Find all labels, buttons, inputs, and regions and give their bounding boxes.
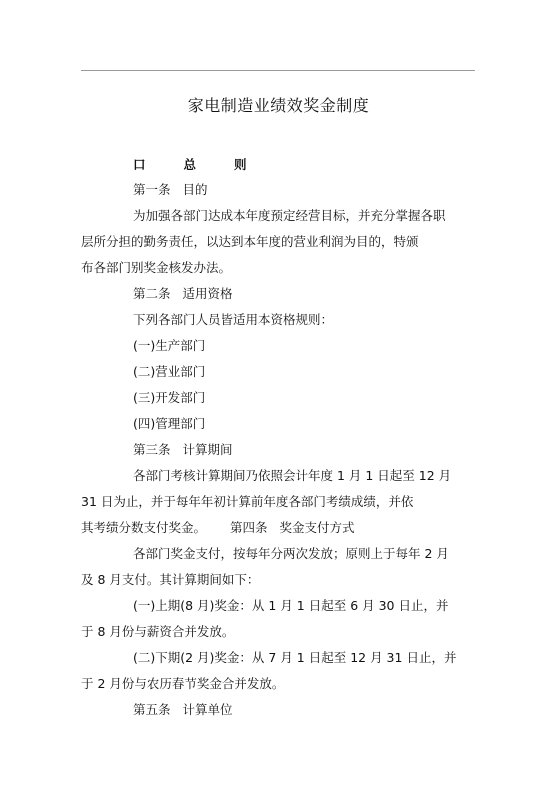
article-5-heading [133, 701, 233, 719]
section-heading-char-1: 总 [183, 157, 197, 172]
section-heading-prefix: 口 [133, 157, 146, 172]
article-4-item-1-line-2: 于 8 月份与薪资合并发放。 [81, 624, 235, 639]
article-5-name: 计算单位 [182, 702, 233, 717]
article-4-item-2-line-2: 于 2 月份与农历春节奖金合并发放。 [81, 676, 285, 691]
article-1-body-line-3: 布各部门别奖金核发办法。 [81, 260, 232, 275]
article-1-heading [133, 181, 208, 199]
article-1-name: 目的 [182, 182, 208, 197]
article-1-number: 第一条 [133, 182, 171, 197]
article-4-item-1-line-1: (一)上期(8 月)奖金：从 1 月 1 日起至 6 月 30 日止，并 [133, 598, 449, 613]
section-heading [133, 156, 247, 174]
article-4-body-line-2: 及 8 月支付。其计算期间如下： [81, 572, 260, 587]
article-2-intro: 下列各部门人员皆适用本资格规则： [133, 312, 334, 327]
article-4-item-2-line-1: (二)下期(2 月)奖金：从 7 月 1 日起至 12 月 31 日止，并 [133, 650, 457, 665]
article-1-body-line-1: 为加强各部门达成本年度预定经营目标，并充分掌握各职 [133, 208, 446, 223]
section-heading-char-2: 则 [234, 157, 247, 172]
article-2-item-2: (二)营业部门 [133, 364, 206, 379]
article-1-body-line-2: 层所分担的勤务责任，以达到本年度的营业利润为目的，特颁 [81, 234, 419, 249]
article-4-body-line-1: 各部门奖金支付，按每年分两次发放；原则上于每年 2 月 [133, 546, 449, 561]
article-2-item-1: (一)生产部门 [133, 338, 206, 353]
article-2-number: 第二条 [133, 286, 171, 301]
article-3-name: 计算期间 [182, 442, 233, 457]
header-rule [81, 70, 475, 71]
document-title: 家电制造业绩效奖金制度 [187, 96, 370, 115]
article-4-number: 第四条 [230, 520, 268, 535]
article-3-body-line-3 [81, 519, 355, 537]
article-4-name: 奖金支付方式 [279, 520, 355, 535]
article-2-name: 适用资格 [182, 286, 233, 301]
article-3-body-line-1: 各部门考核计算期间乃依照会计年度 1 月 1 日起至 12 月 [133, 468, 452, 483]
article-3-heading [133, 441, 233, 459]
article-2-heading [133, 285, 233, 303]
article-2-item-4: (四)管理部门 [133, 416, 206, 431]
article-3-body-line-2: 31 日为止，并于每年年初计算前年度各部门考绩成绩，并依 [81, 494, 414, 509]
article-3-number: 第三条 [133, 442, 171, 457]
article-3-body-line-3-text: 其考绩分数支付奖金。 [81, 520, 207, 535]
article-2-item-3: (三)开发部门 [133, 390, 206, 405]
article-5-number: 第五条 [133, 702, 171, 717]
